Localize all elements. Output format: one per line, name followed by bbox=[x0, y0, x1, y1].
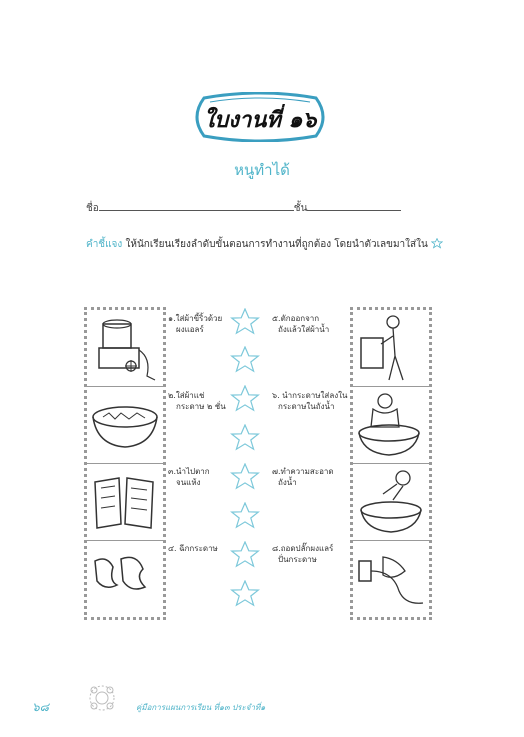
name-label: ชื่อ bbox=[86, 203, 99, 214]
step-label: ๗.ทำความสะอาด ถังน้ำ bbox=[272, 467, 334, 487]
torn-paper-illustration bbox=[87, 540, 163, 617]
step-label: ๕.ตักออกจาก ถังแล้วใส่ผ้าน้ำ bbox=[272, 314, 330, 334]
paper-sheets-drying-illustration bbox=[87, 463, 163, 540]
star-answer-box[interactable] bbox=[230, 308, 260, 340]
student-info-line bbox=[86, 200, 401, 216]
instruction-line bbox=[86, 237, 443, 252]
child-washing-illustration bbox=[353, 386, 429, 463]
class-field[interactable] bbox=[307, 200, 401, 211]
star-answer-box[interactable] bbox=[230, 385, 260, 417]
decorative-logo-icon bbox=[82, 680, 122, 716]
star-answer-box[interactable] bbox=[230, 580, 260, 612]
step-label: ๖. นำกระดาษใส่ลงใน กระดาษในถังน้ำ bbox=[272, 391, 348, 411]
bowl-of-soaked-paper-illustration bbox=[87, 386, 163, 463]
step-label: ๑.ใส่ผ้าขี้ริ้วด้วย ผงแอลร์ bbox=[168, 314, 223, 334]
star-answer-box[interactable] bbox=[230, 346, 260, 378]
left-image-panel bbox=[84, 307, 166, 620]
blender-machine-illustration bbox=[87, 310, 163, 386]
person-pouring-illustration bbox=[353, 310, 429, 386]
step-label: ๓.นำไปตาก จนแห้ง bbox=[168, 467, 210, 487]
star-outline-icon bbox=[431, 238, 443, 250]
name-field[interactable] bbox=[99, 200, 294, 211]
step-label: ๘.ถอดปลั๊กผงแลร์ ปั่นกระดาษ bbox=[272, 544, 334, 564]
star-answer-box[interactable] bbox=[230, 463, 260, 495]
star-answer-box[interactable] bbox=[230, 502, 260, 534]
step-label: ๒.ใส่ผ้าแช่ กระดาษ ๒ ชั่น bbox=[168, 391, 226, 411]
book-title: คู่มือการแผนการเรียน ที่๑๓ ประจำที่๑ bbox=[136, 703, 266, 712]
right-image-panel bbox=[350, 307, 432, 620]
worksheet-title: ใบงานที่ ๑๖ bbox=[203, 107, 317, 133]
star-answer-box[interactable] bbox=[230, 541, 260, 573]
star-answer-box[interactable] bbox=[230, 424, 260, 456]
class-label: ชั้น bbox=[293, 203, 308, 214]
child-mixing-basin-illustration bbox=[353, 463, 429, 540]
unplugging-cord-illustration bbox=[353, 540, 429, 617]
step-label: ๔. ฉีกกระดาษ bbox=[168, 544, 218, 553]
page-number: ๖๘ bbox=[32, 700, 49, 714]
instruction-text: ให้นักเรียนเรียงลำดับขั้นตอนการทำงานที่ถูกต้อง โดยนำตัวเลขมาใส่ใน bbox=[125, 239, 428, 250]
worksheet-title-badge bbox=[190, 92, 330, 142]
instruction-keyword: คำชี้แจง bbox=[86, 239, 123, 250]
worksheet-subtitle: หนูทำได้ bbox=[234, 161, 290, 179]
